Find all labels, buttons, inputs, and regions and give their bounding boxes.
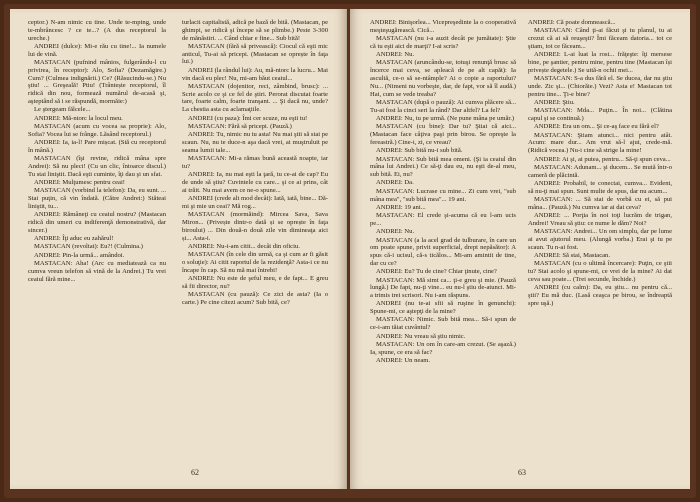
paragraph: MASTACAN: Ştiam atunci... nici pentru atât. Acum: mare dur... Am vrut să-l ajut, crede-mă. (Ridică vocea.) Nu-i cine să strige la mine! — [528, 131, 672, 155]
paragraph: MASTACAN (vorbind la telefon): Da, eu sunt. ... Stai puţin, că vin îndată. (Către Andrei:) Stăteai liniştit, tu... — [28, 187, 166, 210]
paragraph: MASTACAN (mormăind): Mircea Sava, Sava Miron... (Privește dintr-o dată și se oprește în faţa biroului) ... Din două-n două zile vin dimineaţa aici și... Asta-i. — [182, 211, 328, 242]
paragraph: ANDREI: Nu este de şeful meu, e de fapt... E greu să fii director, nu? — [182, 275, 328, 290]
paragraph: ceptor.) N-am nimic cu tine. Unde te-mping, unde te-mbrâncesc ? ce te...? (A dus receptorul la ureche.) — [28, 19, 166, 42]
open-book — [4, 4, 696, 498]
paragraph: ANDREI: Ia, nu mai eşti la ţară, tu ce-ai de cap? Eu de unde să ştiu? Cuvintele cu care... şi ce ai prins, cât ai trăit. Nu mai avem ce ne-o spune... — [182, 171, 328, 194]
paragraph: MASTACAN: Când ţi-ai făcut şi tu planul, tu ai crezut că ai să reuşeşti? Îmi făceam datoria... tot ce ştiam, tot ce făceam... — [528, 27, 672, 50]
paragraph: MASTACAN (acum cu vocea sa proprie): Alo, Sofia? Vocea lui se frânge. Lăsând receptorul.) — [28, 122, 166, 138]
paragraph: Le ştergeam fălcele... — [34, 106, 91, 114]
paragraph: ANDREI: Ai şi, ai putea, pentru... Să-ţi spun ceva... — [534, 155, 671, 163]
paragraph: ANDREI: 19 ani... — [376, 203, 426, 211]
paragraph: MASTACAN (după o pauză): Ai cumva plăcere să... Tu-ai fost la cinci seri la rând? Dar altfel? La fel? — [370, 98, 516, 114]
paragraph: MASTACAN (revoltat): Eu?! (Culmina.) — [34, 243, 143, 251]
paragraph: ANDREI: Probabil, te conectai, cumva... Evident, să nu-ţi mai spun. Sunt multe de spus, dar nu acum... — [528, 179, 672, 195]
left-page — [10, 9, 347, 489]
paragraph: MASTACAN: Un om în care-am crezut. (Se aşază.) Ia, spune, ce era să fac? — [370, 340, 516, 356]
paragraph: MASTACAN (îşi revine, ridică mâna spre Andrei): Să nu pleci! (Cu un clic, întoarce discul.) Tu stai liniştit. Dacă eşti cuminte, îţi dau şi un sfat. — [28, 155, 166, 178]
paragraph: ANDREI: Nu. — [376, 228, 415, 236]
paragraph: ANDREI: Ştiu. — [534, 98, 575, 106]
paragraph: MASTACAN (nu i-a auzit decât pe jumătate): Ştie că tu eşti aici de marţi? I-ai scris? — [370, 35, 516, 50]
right-page-column-2 — [528, 19, 672, 308]
paragraph: ANDREI: Nu, tu pe urmă. (Ne pune mâna pe umăr.) — [376, 115, 515, 123]
paragraph: ANDREI (cu paza): Îmi cer scuze, nu eşti tu! — [188, 114, 308, 122]
paragraph: ANDREI: Binişorlea... Vicepreşedinte la o cooperativă meşteşugărească. Cică... — [370, 19, 516, 34]
paragraph: ANDREI: Sub bită nu-i sub bită. — [376, 147, 463, 155]
paragraph: ANDREI: ... Porţia în noi toţi lucrăm de trigan, Andrei! Vreau să ştiu: ce nume le dăm? Noi? — [528, 212, 672, 227]
paragraph: ANDREI (la rândul lui): Au, mă-ntorc la lucru... Mai vin dacă eu plec! Nu, mi-am băut ceaiul... — [182, 66, 328, 82]
right-page-number: 63 — [518, 468, 526, 477]
paragraph: ANDREI: Să stai, Mastacan. — [534, 252, 610, 260]
paragraph: ANDREI: Era un om... Şi ce-aş face eu fără el? — [534, 123, 659, 131]
left-page-number: 62 — [191, 468, 199, 477]
paragraph: MASTACAN: Adunam... şi ducem... Se mută într-o cameră de plăcintă. — [528, 163, 672, 179]
paragraph: MASTACAN: Fără să pricepi. (Pauză.) — [188, 122, 292, 130]
paragraph: MASTACAN: El crede şi-acuma că eu l-am ucis pe... — [370, 212, 516, 227]
paragraph: ANDREI: Eu? Tu de cine? Chiar ţinute, cine? — [376, 268, 497, 276]
paragraph: MASTACAN: Mă simt ca... ţi-e greu şi mie. (Pauză lungă.) De fapt, nu-ţi vine... eu nu-l ştiu de-atunci. Mi-a trimis trei scrisori. Nu i-am răspuns. — [370, 276, 516, 300]
paragraph: MASTACAN (cu pauză): Ce zici de asta? (Ia o carte.) Pe cine citezi acum? Sub bită, ce? — [182, 291, 328, 306]
right-page-column-1 — [370, 19, 516, 365]
paragraph: ANDREI: Nu. — [376, 51, 415, 59]
paragraph: ANDREI: Nu vreau să ştiu nimic. — [376, 332, 466, 340]
paragraph: ANDREI (dulce): Mi-e rău cu tine!... Ia numele lui de vină. — [28, 42, 166, 58]
paragraph: ANDREI: Ia, ia-l! Pare mișcat. (Stă cu receptorul în mână.) — [28, 138, 166, 154]
paragraph: MASTACAN: Mi-a rămas bună această noapte, iar tu? — [182, 155, 328, 170]
paragraph: ANDREI: Nu-i-am citit... decât din oficiu. — [188, 242, 300, 250]
paragraph: MASTACAN (fără să privească): Ciocul că eşti mic anticul, Tu-ai să pricepi. (Mastacan se oprește în faţa lui.) — [182, 42, 328, 66]
paragraph: ANDREI: Tu, nimic nu tu asta! Nu mai ştii să stai pe scaun. Nu, nu te duce-n aşa dacă vrei, ai muştruluit pe seama lumii tale... — [182, 131, 328, 154]
paragraph: MASTACAN (cu o ultimă încercare): Puţin, ce ştii tu? Stai acolo şi spune-mi, ce vrei de la mine? Ai dat ceva sau poate... (Trei secunde, închide.) — [528, 260, 672, 283]
paragraph: MASTACAN (a la acel grad de tulburare, în care un om poate spune, privit superficial, drept nepăsător): A spus că-i ucisul, că-s ticălos... Mi-am amintit de tine, dar cu ce? — [370, 236, 516, 267]
right-page — [350, 9, 690, 489]
paragraph: MASTACAN: Aha! (Arc cu mediatează ca nu cumva vreun telefon să vină de la Andrei.) Tu vrei ceaiul fără mine... — [28, 259, 166, 283]
paragraph: ANDREI: L-ai luat la rost... frăţeşte: îţi mersese bine, pe şantier, pentru mine, pentru tine (Mastacan își privește degetele.) Se uită-n ochii mei... — [528, 51, 672, 74]
paragraph: ANDREI: Mă-ntorc la locul meu. — [34, 114, 123, 122]
paragraph: MASTACAN: Mda... Puţin... În noi... (Clătina capul şi se continuă.) — [528, 107, 672, 123]
paragraph: MASTACAN: Nimic. Sub bită mea... Să-i spun de ce-i-am tăiat cuvântul? — [370, 316, 516, 332]
paragraph: ANDREI: Da. — [376, 179, 414, 187]
paragraph: MASTACAN: Andrei... Un om simplu, dar pe lume ai avut ajutorul meu. (Alungă vorba.) Erai şi tu pe scaun. Tu n-ai fost. — [528, 228, 672, 251]
paragraph: ANDREI (crede alt mod decât): Iată, iată, bine... Dă-mi şi mie un ceai? Mă rog... — [182, 195, 328, 210]
paragraph: ANDREI: Mulţumesc pentru ceai! — [34, 178, 126, 186]
left-page-column-2 — [182, 19, 328, 307]
paragraph: MASTACAN: S-a dus fără el. Se ducea, dar nu ştiu unde. Zic şi... (Chiorăie.) Vezi? Asta e! Mastacan tot pentru tine... Ţi-e bine? — [528, 75, 672, 98]
paragraph: ANDREI: Rămâneţi cu ceaiul nostru? (Mastacan ridică din umeri cu indiferenţă demonstrativă, dar sincer.) — [28, 211, 166, 234]
paragraph: MASTACAN: Sub bită mea omeni. (Şi ia ceaiul din mâna lui Andrei.) Ce să-ţi dau eu, nu eşti de-al meu, sub bită. Ei, nu? — [370, 155, 516, 179]
paragraph: MASTACAN (aruncându-se, totuşi renunţă brusc să încerce mai ceva, se apleacă de pe alt capăt): Ia ascultă, ce-o să se-ntâmple? Ai o copie a raportului? Nu... (Nimeni nu vorbeşte, dar, de fapt, vor să îl audă.) Hai, cum se vede treaba? — [370, 59, 516, 98]
paragraph: ANDREI: Că poate domnească... — [528, 19, 616, 26]
paragraph: ANDREI: Îţi aduc eu zahărul! — [34, 235, 114, 243]
paragraph: ANDREI (nu te-ai sfii să ruşine în genunchi): Spune-mi, ce aştepţi de la mine? — [370, 300, 516, 316]
paragraph: MASTACAN: Lucrase cu mine... Zi cum vrei, "sub mâna mea", "sub bită mea"... 19 ani. — [370, 187, 516, 203]
paragraph: MASTACAN (dojenitor, reci, zâmbind, brusc): ... Scrie acolo ce şi ce fel de ştiri. Perorat discutat foarte tare, foarte calm, foarte tranşant. ... Şi dacă nu, unde? La chestia asta cu aclamaţiile. — [182, 82, 328, 114]
paragraph: ANDREI (cu calm): Da, eu ştiu... nu pentru că... ştii? Eu mă duc. (Lasă ceaşca pe birou, se îndreaptă spre uşă.) — [528, 284, 672, 307]
paragraph: MASTACAN (pufnind mânios, fulgerându-l cu privirea, în receptor): Alo, Sofia? (Dezamăgire.) Cum? (Culmea indignării.) Ce? (Răsucindu-se.) Nu ştiu! ... Greşeală! Ptiu! (Trântește receptorul, îl ridică din nou, formează numărul de-acasă şi, aşteptând să i se răspundă, mormăie:) — [28, 58, 166, 105]
paragraph: ANDREI: Pin-la urmă... amândoi. — [34, 251, 125, 259]
paragraph: MASTACAN (în cele din urmă, ca şi cum ar fi găsit o soluţie): Ai citit raportul de la rezidenţă? Asta-i ce nu încape în cap. Să nu mă mai întrebi! — [182, 251, 328, 274]
paragraph: MASTACAN (cu bine): Dar tu? Ştiai că aici... (Mastacan face câţiva paşi prin birou. Se opreşte la fereastră.) Cine-i, zi, ce vreau? — [370, 123, 516, 146]
left-page-column-1 — [28, 19, 166, 284]
paragraph: MASTACAN: ... Să stai de vorbă cu ei, să pui mâna... (Pauză.) Nu cumva iar ai dat ceva? — [528, 196, 672, 211]
paragraph: turlacii capitalistă, adică pe bază de bită. (Mastacan, pe ghimpi, se ridică şi începe să se plimbe.) Peste 3-300 de mănăstiri. ... Când chiar e fine... Sub bită! — [182, 19, 328, 42]
paragraph: ANDREI: Un neam. — [376, 356, 431, 364]
